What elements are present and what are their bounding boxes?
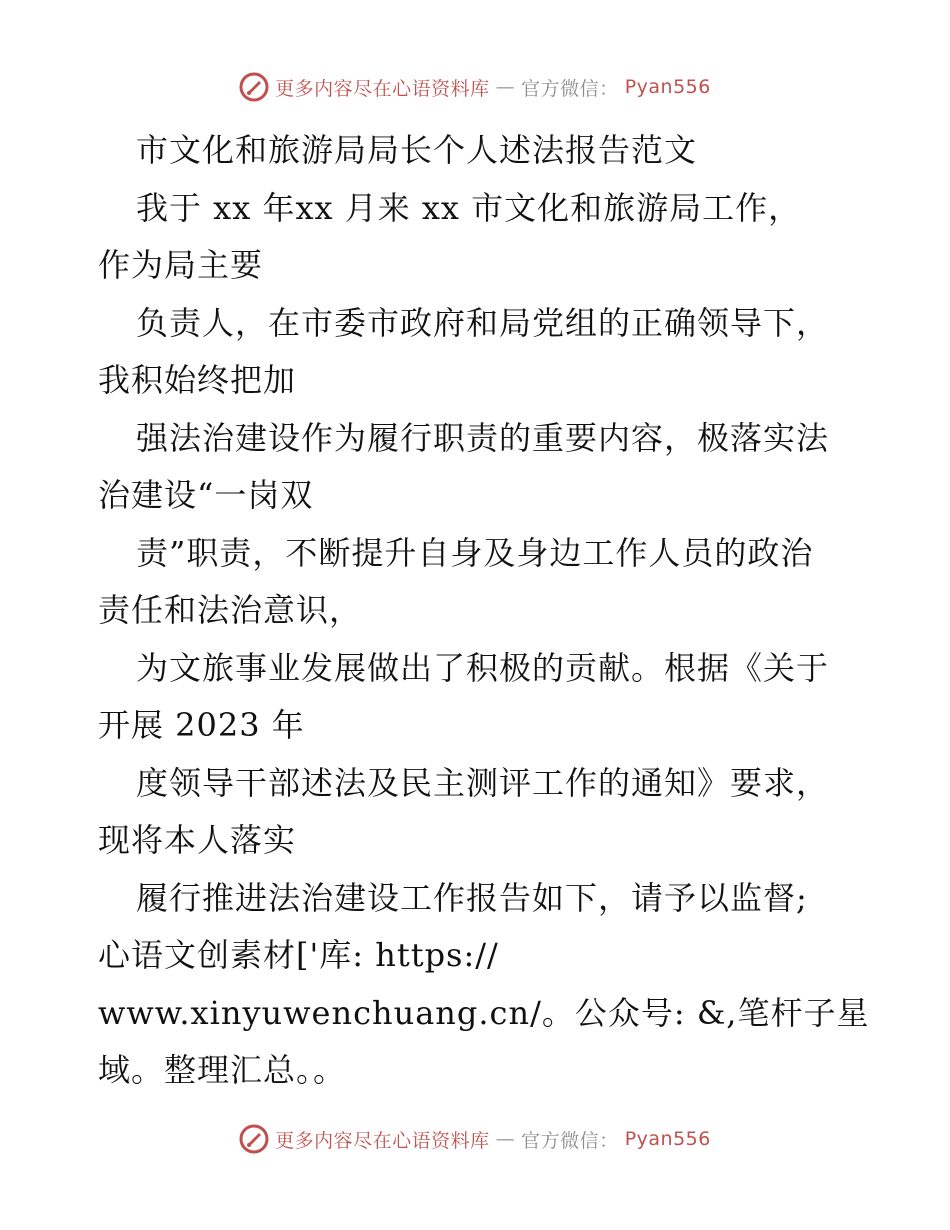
watermark-text: 更多内容尽在心语资料库 [275,1129,490,1152]
text-line: 作为局主要 [98,246,264,284]
text-line: 治建设“一岗双 [98,476,314,514]
text-line: 我于 xx 年xx 月来 xx 市文化和旅游局工作， [136,188,802,227]
wechat-label: 官方微信： [521,77,619,100]
document-body [98,122,870,1100]
text-line: 现将本人落实 [98,821,297,859]
text-line: 度领导干部述法及民主测评工作的通知》要求， [136,763,830,802]
logo-icon [239,72,269,102]
wechat-id: Pyan556 [624,76,711,98]
text-line: 责”职责，不断提升自身及身边工作人员的政治 [136,533,814,572]
text-line: 履行推进法治建设工作报告如下，请予以监督; [136,878,808,917]
watermark-banner-top [0,72,950,102]
text-line: 我积始终把加 [98,361,297,399]
watermark-separator: — [495,76,516,98]
text-line: 开展 2023 年 [98,706,305,744]
text-line: www.xinyuwenchuang.cn/。公众号: &,笔杆子星 [98,993,870,1032]
text-line: 负责人，在市委市政府和局党组的正确领导下， [136,303,830,342]
text-line: 心语文创素材['库: https:// [98,936,499,974]
text-line: 责任和法治意识， [98,591,363,629]
logo-icon [239,1124,269,1154]
text-line: 域。整理汇总。。 [98,1051,347,1089]
text-line: 为文旅事业发展做出了积极的贡献。根据《关于 [136,648,830,687]
watermark-banner-bottom [0,1124,950,1154]
document-title: 市文化和旅游局局长个人述法报告范文 [136,131,698,169]
wechat-id: Pyan556 [624,1128,711,1150]
wechat-label: 官方微信： [521,1129,619,1152]
watermark-text: 更多内容尽在心语资料库 [275,77,490,100]
text-line: 强法治建设作为履行职责的重要内容，极落实法 [136,418,830,457]
watermark-separator: — [495,1128,516,1150]
